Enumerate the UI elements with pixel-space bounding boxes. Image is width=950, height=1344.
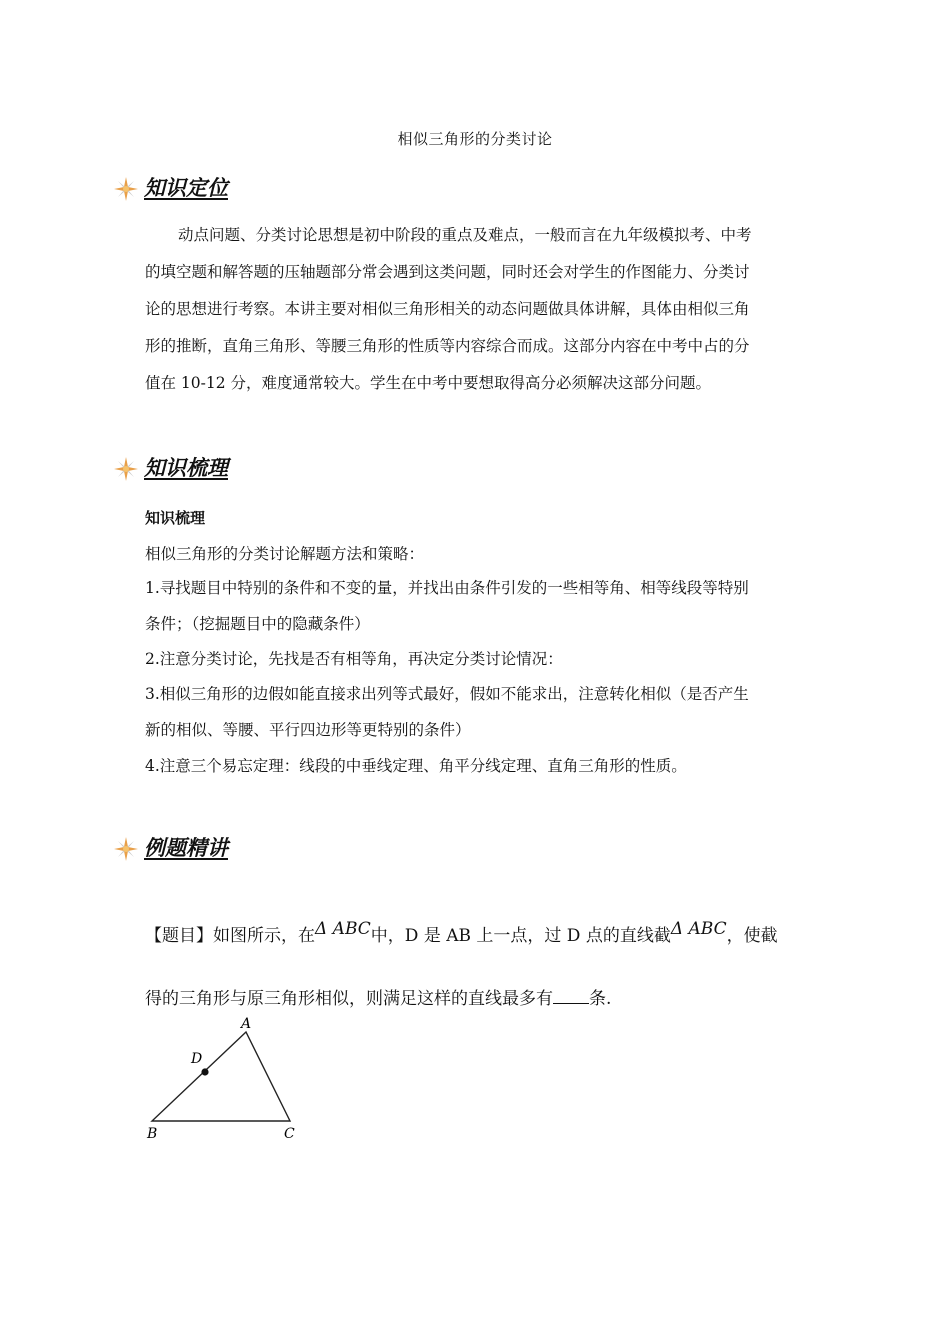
question-line-2 [145,984,611,1009]
intro-paragraph [145,217,807,402]
section-heading-knowledge-review [112,450,228,484]
section-title: 知识定位 [144,176,228,200]
vertex-label-a: A [241,1016,252,1032]
triangle-figure [140,1012,310,1147]
vertex-label-c: C [284,1126,295,1142]
review-lead: 相似三角形的分类讨论解题方法和策略： [145,545,425,563]
question-tag: 【题目】 [145,926,213,946]
triangle-symbol: Δ ABC [315,919,371,939]
review-subheading: 知识梳理 [145,509,206,527]
triangle-abc [152,1032,290,1121]
list-item: 1.寻找题目中特别的条件和不变的量，并找出由条件引发的一些相等角、相等线段等特别 [145,579,749,597]
page-title: 相似三角形的分类讨论 [397,130,553,148]
list-item: 新的相似、等腰、平行四边形等更特别的条件） [145,721,471,739]
section-heading-examples [112,830,228,864]
list-item: 条件；（挖掘题目中的隐藏条件） [145,615,370,633]
paragraph-line: 值在 10-12 分，难度通常较大。学生在中考中要想取得高分必须解决这部分问题。 [145,374,712,392]
list-item: 3.相似三角形的边假如能直接求出列等式最好，假如不能求出，注意转化相似（是否产生 [145,685,749,703]
question-text: ，使截 [726,926,778,946]
paragraph-line: 形的推断，直角三角形、等腰三角形的性质等内容综合而成。这部分内容在中考中占的分 [145,337,750,355]
triangle-symbol: Δ ABC [670,919,727,939]
point-d [201,1068,208,1075]
section-title: 知识梳理 [144,456,228,480]
section-heading-knowledge-position [112,170,228,204]
paragraph-line: 的填空题和解答题的压轴题部分常会遇到这类问题，同时还会对学生的作图能力、分类讨 [145,263,750,281]
sparkle-icon [112,450,146,484]
sparkle-icon [112,830,146,864]
question-text: 如图所示，在 [213,926,315,946]
section-title: 例题精讲 [144,836,228,860]
vertex-label-b: B [147,1126,158,1142]
sparkle-icon [112,170,146,204]
list-item: 2.注意分类讨论，先找是否有相等角，再决定分类讨论情况： [145,650,563,668]
list-item: 4.注意三个易忘定理：线段的中垂线定理、角平分线定理、直角三角形的性质。 [145,757,687,775]
question-text: 条. [589,989,612,1009]
question-text: 得的三角形与原三角形相似，则满足这样的直线最多有 [145,989,553,1009]
paragraph-line: 论的思想进行考察。本讲主要对相似三角形相关的动态问题做具体讲解，具体由相似三角 [145,300,750,318]
question-text: 中，D 是 AB 上一点，过 D 点的直线截 [370,926,671,946]
question-line-1 [145,921,778,946]
paragraph-line: 动点问题、分类讨论思想是初中阶段的重点及难点，一般而言在九年级模拟考、中考 [178,226,752,244]
point-label-d: D [191,1051,203,1067]
answer-blank [553,989,589,1004]
